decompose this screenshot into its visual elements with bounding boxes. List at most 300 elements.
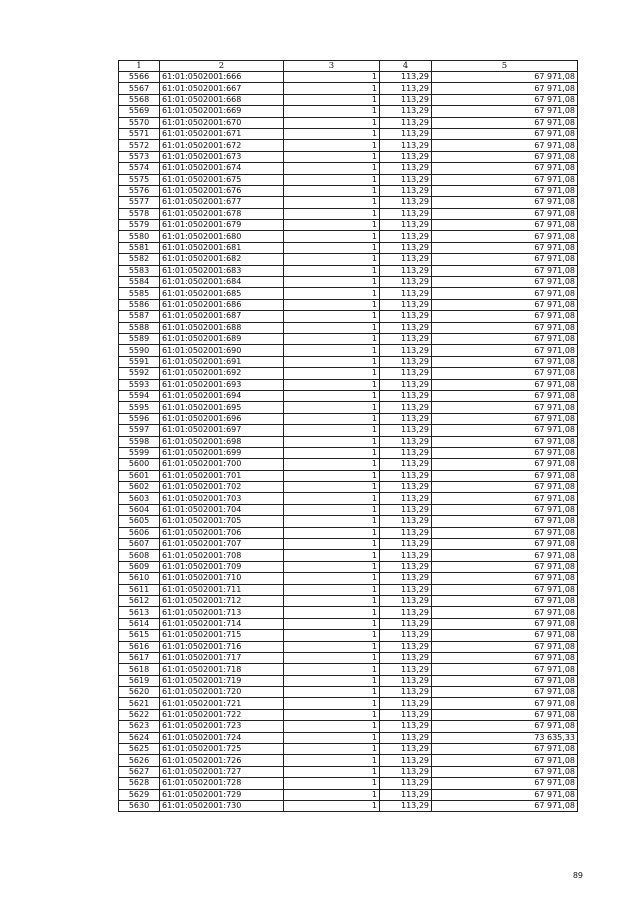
cadastral-value-cell: 67 971,08 [432, 436, 578, 447]
table-row [119, 436, 578, 447]
row-number-cell: 5573 [119, 151, 160, 162]
cadastral-value-cell: 67 971,08 [432, 94, 578, 105]
table-row [119, 322, 578, 333]
table-row [119, 208, 578, 219]
quantity-cell: 1 [284, 561, 380, 572]
area-cell: 113,29 [380, 231, 432, 242]
cadastral-number-cell: 61:01:0502001:694 [160, 390, 284, 401]
row-number-cell: 5611 [119, 584, 160, 595]
table-row [119, 584, 578, 595]
area-cell: 113,29 [380, 117, 432, 128]
cadastral-number-cell: 61:01:0502001:721 [160, 698, 284, 709]
row-number-cell: 5590 [119, 345, 160, 356]
area-cell: 113,29 [380, 550, 432, 561]
area-cell: 113,29 [380, 402, 432, 413]
table-row [119, 459, 578, 470]
cadastral-value-cell: 67 971,08 [432, 345, 578, 356]
table-row [119, 311, 578, 322]
quantity-cell: 1 [284, 197, 380, 208]
area-cell: 113,29 [380, 265, 432, 276]
area-cell: 113,29 [380, 641, 432, 652]
cadastral-value-cell: 67 971,08 [432, 368, 578, 379]
table-row [119, 561, 578, 572]
cadastral-number-cell: 61:01:0502001:712 [160, 595, 284, 606]
table-row [119, 220, 578, 231]
table-row [119, 356, 578, 367]
area-cell: 113,29 [380, 345, 432, 356]
area-cell: 113,29 [380, 220, 432, 231]
cadastral-value-cell: 67 971,08 [432, 413, 578, 424]
quantity-cell: 1 [284, 242, 380, 253]
row-number-cell: 5619 [119, 675, 160, 686]
area-cell: 113,29 [380, 208, 432, 219]
cadastral-number-cell: 61:01:0502001:667 [160, 83, 284, 94]
cadastral-value-cell: 67 971,08 [432, 106, 578, 117]
row-number-cell: 5608 [119, 550, 160, 561]
table-row [119, 504, 578, 515]
quantity-cell: 1 [284, 299, 380, 310]
table-row [119, 94, 578, 105]
cadastral-number-cell: 61:01:0502001:713 [160, 607, 284, 618]
row-number-cell: 5612 [119, 595, 160, 606]
quantity-cell: 1 [284, 117, 380, 128]
table-row [119, 630, 578, 641]
cadastral-value-cell: 67 971,08 [432, 470, 578, 481]
quantity-cell: 1 [284, 208, 380, 219]
cadastral-number-cell: 61:01:0502001:693 [160, 379, 284, 390]
area-cell: 113,29 [380, 174, 432, 185]
cadastral-number-cell: 61:01:0502001:690 [160, 345, 284, 356]
cadastral-number-cell: 61:01:0502001:685 [160, 288, 284, 299]
row-number-cell: 5627 [119, 766, 160, 777]
column-header-2: 2 [160, 61, 284, 72]
area-cell: 113,29 [380, 584, 432, 595]
cadastral-number-cell: 61:01:0502001:673 [160, 151, 284, 162]
row-number-cell: 5601 [119, 470, 160, 481]
cadastral-number-cell: 61:01:0502001:666 [160, 72, 284, 83]
row-number-cell: 5576 [119, 185, 160, 196]
quantity-cell: 1 [284, 83, 380, 94]
quantity-cell: 1 [284, 94, 380, 105]
area-cell: 113,29 [380, 379, 432, 390]
cadastral-value-cell: 67 971,08 [432, 641, 578, 652]
area-cell: 113,29 [380, 242, 432, 253]
row-number-cell: 5623 [119, 721, 160, 732]
cadastral-value-cell: 67 971,08 [432, 721, 578, 732]
quantity-cell: 1 [284, 470, 380, 481]
quantity-cell: 1 [284, 539, 380, 550]
cadastral-number-cell: 61:01:0502001:717 [160, 652, 284, 663]
cadastral-value-cell: 67 971,08 [432, 766, 578, 777]
table-row [119, 550, 578, 561]
cadastral-value-cell: 67 971,08 [432, 493, 578, 504]
area-cell: 113,29 [380, 801, 432, 812]
area-cell: 113,29 [380, 652, 432, 663]
row-number-cell: 5618 [119, 664, 160, 675]
column-header-1: 1 [119, 61, 160, 72]
area-cell: 113,29 [380, 277, 432, 288]
table-row [119, 618, 578, 629]
cadastral-number-cell: 61:01:0502001:695 [160, 402, 284, 413]
table-row [119, 128, 578, 139]
area-cell: 113,29 [380, 675, 432, 686]
cadastral-value-cell: 67 971,08 [432, 356, 578, 367]
row-number-cell: 5621 [119, 698, 160, 709]
table-row [119, 151, 578, 162]
row-number-cell: 5592 [119, 368, 160, 379]
area-cell: 113,29 [380, 140, 432, 151]
row-number-cell: 5607 [119, 539, 160, 550]
area-cell: 113,29 [380, 106, 432, 117]
quantity-cell: 1 [284, 504, 380, 515]
cadastral-value-cell: 67 971,08 [432, 208, 578, 219]
cadastral-value-cell: 67 971,08 [432, 220, 578, 231]
quantity-cell: 1 [284, 163, 380, 174]
cadastral-value-cell: 67 971,08 [432, 698, 578, 709]
area-cell: 113,29 [380, 94, 432, 105]
cadastral-value-cell: 67 971,08 [432, 151, 578, 162]
quantity-cell: 1 [284, 425, 380, 436]
row-number-cell: 5606 [119, 527, 160, 538]
area-cell: 113,29 [380, 447, 432, 458]
page-number: 89 [572, 871, 583, 880]
table-row [119, 801, 578, 812]
cadastral-value-cell: 67 971,08 [432, 550, 578, 561]
table-row [119, 185, 578, 196]
area-cell: 113,29 [380, 630, 432, 641]
cadastral-value-cell: 67 971,08 [432, 185, 578, 196]
cadastral-value-cell: 67 971,08 [432, 675, 578, 686]
area-cell: 113,29 [380, 516, 432, 527]
cadastral-value-cell: 67 971,08 [432, 709, 578, 720]
area-cell: 113,29 [380, 561, 432, 572]
quantity-cell: 1 [284, 687, 380, 698]
cadastral-number-cell: 61:01:0502001:718 [160, 664, 284, 675]
cadastral-number-cell: 61:01:0502001:696 [160, 413, 284, 424]
table-row [119, 277, 578, 288]
table-row [119, 595, 578, 606]
table-row [119, 516, 578, 527]
cadastral-number-cell: 61:01:0502001:707 [160, 539, 284, 550]
cadastral-value-cell: 67 971,08 [432, 402, 578, 413]
cadastral-number-cell: 61:01:0502001:701 [160, 470, 284, 481]
table-row [119, 755, 578, 766]
area-cell: 113,29 [380, 459, 432, 470]
quantity-cell: 1 [284, 277, 380, 288]
cadastral-value-cell: 67 971,08 [432, 322, 578, 333]
area-cell: 113,29 [380, 618, 432, 629]
row-number-cell: 5605 [119, 516, 160, 527]
cadastral-number-cell: 61:01:0502001:676 [160, 185, 284, 196]
cadastral-number-cell: 61:01:0502001:714 [160, 618, 284, 629]
row-number-cell: 5613 [119, 607, 160, 618]
area-cell: 113,29 [380, 311, 432, 322]
table-row [119, 390, 578, 401]
quantity-cell: 1 [284, 801, 380, 812]
cadastral-number-cell: 61:01:0502001:719 [160, 675, 284, 686]
quantity-cell: 1 [284, 550, 380, 561]
table-row [119, 607, 578, 618]
cadastral-number-cell: 61:01:0502001:689 [160, 333, 284, 344]
area-cell: 113,29 [380, 368, 432, 379]
quantity-cell: 1 [284, 732, 380, 743]
cadastral-number-cell: 61:01:0502001:669 [160, 106, 284, 117]
table-row [119, 288, 578, 299]
area-cell: 113,29 [380, 789, 432, 800]
cadastral-value-cell: 67 971,08 [432, 504, 578, 515]
row-number-cell: 5629 [119, 789, 160, 800]
table-row [119, 72, 578, 83]
registry-table [118, 60, 578, 812]
row-number-cell: 5604 [119, 504, 160, 515]
area-cell: 113,29 [380, 664, 432, 675]
quantity-cell: 1 [284, 390, 380, 401]
cadastral-value-cell: 67 971,08 [432, 595, 578, 606]
row-number-cell: 5594 [119, 390, 160, 401]
quantity-cell: 1 [284, 664, 380, 675]
row-number-cell: 5589 [119, 333, 160, 344]
table-row [119, 687, 578, 698]
quantity-cell: 1 [284, 618, 380, 629]
column-header-4: 4 [380, 61, 432, 72]
row-number-cell: 5585 [119, 288, 160, 299]
area-cell: 113,29 [380, 539, 432, 550]
cadastral-value-cell: 67 971,08 [432, 83, 578, 94]
quantity-cell: 1 [284, 584, 380, 595]
quantity-cell: 1 [284, 709, 380, 720]
area-cell: 113,29 [380, 732, 432, 743]
row-number-cell: 5587 [119, 311, 160, 322]
cadastral-number-cell: 61:01:0502001:687 [160, 311, 284, 322]
quantity-cell: 1 [284, 311, 380, 322]
row-number-cell: 5615 [119, 630, 160, 641]
quantity-cell: 1 [284, 368, 380, 379]
row-number-cell: 5574 [119, 163, 160, 174]
row-number-cell: 5622 [119, 709, 160, 720]
cadastral-number-cell: 61:01:0502001:684 [160, 277, 284, 288]
table-row [119, 766, 578, 777]
table-row [119, 721, 578, 732]
cadastral-value-cell: 67 971,08 [432, 265, 578, 276]
cadastral-value-cell: 67 971,08 [432, 778, 578, 789]
table-row [119, 652, 578, 663]
row-number-cell: 5600 [119, 459, 160, 470]
quantity-cell: 1 [284, 675, 380, 686]
table-row [119, 698, 578, 709]
table-row [119, 709, 578, 720]
row-number-cell: 5588 [119, 322, 160, 333]
row-number-cell: 5591 [119, 356, 160, 367]
quantity-cell: 1 [284, 128, 380, 139]
cadastral-number-cell: 61:01:0502001:688 [160, 322, 284, 333]
row-number-cell: 5617 [119, 652, 160, 663]
table-row [119, 140, 578, 151]
cadastral-value-cell: 73 635,33 [432, 732, 578, 743]
cadastral-number-cell: 61:01:0502001:715 [160, 630, 284, 641]
row-number-cell: 5579 [119, 220, 160, 231]
quantity-cell: 1 [284, 573, 380, 584]
cadastral-number-cell: 61:01:0502001:708 [160, 550, 284, 561]
quantity-cell: 1 [284, 254, 380, 265]
quantity-cell: 1 [284, 778, 380, 789]
cadastral-value-cell: 67 971,08 [432, 561, 578, 572]
row-number-cell: 5599 [119, 447, 160, 458]
cadastral-number-cell: 61:01:0502001:683 [160, 265, 284, 276]
quantity-cell: 1 [284, 789, 380, 800]
quantity-cell: 1 [284, 527, 380, 538]
area-cell: 113,29 [380, 607, 432, 618]
table-row [119, 265, 578, 276]
quantity-cell: 1 [284, 322, 380, 333]
area-cell: 113,29 [380, 425, 432, 436]
area-cell: 113,29 [380, 254, 432, 265]
cadastral-value-cell: 67 971,08 [432, 482, 578, 493]
quantity-cell: 1 [284, 493, 380, 504]
area-cell: 113,29 [380, 333, 432, 344]
table-row [119, 744, 578, 755]
cadastral-number-cell: 61:01:0502001:725 [160, 744, 284, 755]
quantity-cell: 1 [284, 345, 380, 356]
area-cell: 113,29 [380, 470, 432, 481]
cadastral-value-cell: 67 971,08 [432, 254, 578, 265]
row-number-cell: 5602 [119, 482, 160, 493]
cadastral-value-cell: 67 971,08 [432, 687, 578, 698]
table-row [119, 493, 578, 504]
table-row [119, 379, 578, 390]
quantity-cell: 1 [284, 459, 380, 470]
cadastral-value-cell: 67 971,08 [432, 379, 578, 390]
cadastral-number-cell: 61:01:0502001:723 [160, 721, 284, 732]
quantity-cell: 1 [284, 220, 380, 231]
quantity-cell: 1 [284, 413, 380, 424]
area-cell: 113,29 [380, 744, 432, 755]
cadastral-value-cell: 67 971,08 [432, 163, 578, 174]
quantity-cell: 1 [284, 140, 380, 151]
cadastral-number-cell: 61:01:0502001:678 [160, 208, 284, 219]
row-number-cell: 5566 [119, 72, 160, 83]
cadastral-value-cell: 67 971,08 [432, 242, 578, 253]
table-row [119, 573, 578, 584]
table-row [119, 778, 578, 789]
quantity-cell: 1 [284, 72, 380, 83]
quantity-cell: 1 [284, 106, 380, 117]
cadastral-number-cell: 61:01:0502001:710 [160, 573, 284, 584]
row-number-cell: 5582 [119, 254, 160, 265]
row-number-cell: 5586 [119, 299, 160, 310]
table-row [119, 539, 578, 550]
area-cell: 113,29 [380, 197, 432, 208]
cadastral-value-cell: 67 971,08 [432, 527, 578, 538]
cadastral-number-cell: 61:01:0502001:711 [160, 584, 284, 595]
table-row [119, 83, 578, 94]
row-number-cell: 5596 [119, 413, 160, 424]
row-number-cell: 5593 [119, 379, 160, 390]
table-row [119, 197, 578, 208]
cadastral-value-cell: 67 971,08 [432, 539, 578, 550]
table-row [119, 231, 578, 242]
area-cell: 113,29 [380, 413, 432, 424]
table-row [119, 345, 578, 356]
cadastral-number-cell: 61:01:0502001:705 [160, 516, 284, 527]
column-header-3: 3 [284, 61, 380, 72]
row-number-cell: 5628 [119, 778, 160, 789]
area-cell: 113,29 [380, 163, 432, 174]
cadastral-value-cell: 67 971,08 [432, 607, 578, 618]
cadastral-value-cell: 67 971,08 [432, 584, 578, 595]
quantity-cell: 1 [284, 356, 380, 367]
area-cell: 113,29 [380, 390, 432, 401]
quantity-cell: 1 [284, 516, 380, 527]
cadastral-value-cell: 67 971,08 [432, 801, 578, 812]
row-number-cell: 5578 [119, 208, 160, 219]
cadastral-value-cell: 67 971,08 [432, 573, 578, 584]
quantity-cell: 1 [284, 721, 380, 732]
cadastral-value-cell: 67 971,08 [432, 618, 578, 629]
row-number-cell: 5569 [119, 106, 160, 117]
cadastral-value-cell: 67 971,08 [432, 652, 578, 663]
quantity-cell: 1 [284, 402, 380, 413]
cadastral-value-cell: 67 971,08 [432, 72, 578, 83]
row-number-cell: 5616 [119, 641, 160, 652]
table-row [119, 470, 578, 481]
cadastral-value-cell: 67 971,08 [432, 447, 578, 458]
quantity-cell: 1 [284, 630, 380, 641]
row-number-cell: 5580 [119, 231, 160, 242]
row-number-cell: 5583 [119, 265, 160, 276]
row-number-cell: 5572 [119, 140, 160, 151]
cadastral-number-cell: 61:01:0502001:706 [160, 527, 284, 538]
cadastral-value-cell: 67 971,08 [432, 117, 578, 128]
column-header-5: 5 [432, 61, 578, 72]
table-row [119, 675, 578, 686]
quantity-cell: 1 [284, 447, 380, 458]
cadastral-value-cell: 67 971,08 [432, 231, 578, 242]
cadastral-number-cell: 61:01:0502001:682 [160, 254, 284, 265]
table-row [119, 482, 578, 493]
table-row [119, 174, 578, 185]
cadastral-value-cell: 67 971,08 [432, 311, 578, 322]
area-cell: 113,29 [380, 185, 432, 196]
row-number-cell: 5630 [119, 801, 160, 812]
area-cell: 113,29 [380, 151, 432, 162]
row-number-cell: 5626 [119, 755, 160, 766]
quantity-cell: 1 [284, 436, 380, 447]
area-cell: 113,29 [380, 356, 432, 367]
cadastral-number-cell: 61:01:0502001:679 [160, 220, 284, 231]
area-cell: 113,29 [380, 755, 432, 766]
cadastral-number-cell: 61:01:0502001:720 [160, 687, 284, 698]
area-cell: 113,29 [380, 83, 432, 94]
cadastral-number-cell: 61:01:0502001:668 [160, 94, 284, 105]
cadastral-value-cell: 67 971,08 [432, 459, 578, 470]
quantity-cell: 1 [284, 698, 380, 709]
area-cell: 113,29 [380, 299, 432, 310]
cadastral-number-cell: 61:01:0502001:677 [160, 197, 284, 208]
row-number-cell: 5568 [119, 94, 160, 105]
quantity-cell: 1 [284, 379, 380, 390]
table-row [119, 447, 578, 458]
table-body [119, 72, 578, 812]
cadastral-number-cell: 61:01:0502001:704 [160, 504, 284, 515]
table-row [119, 425, 578, 436]
cadastral-value-cell: 67 971,08 [432, 516, 578, 527]
area-cell: 113,29 [380, 288, 432, 299]
cadastral-value-cell: 67 971,08 [432, 128, 578, 139]
cadastral-number-cell: 61:01:0502001:680 [160, 231, 284, 242]
cadastral-number-cell: 61:01:0502001:671 [160, 128, 284, 139]
quantity-cell: 1 [284, 174, 380, 185]
cadastral-value-cell: 67 971,08 [432, 755, 578, 766]
